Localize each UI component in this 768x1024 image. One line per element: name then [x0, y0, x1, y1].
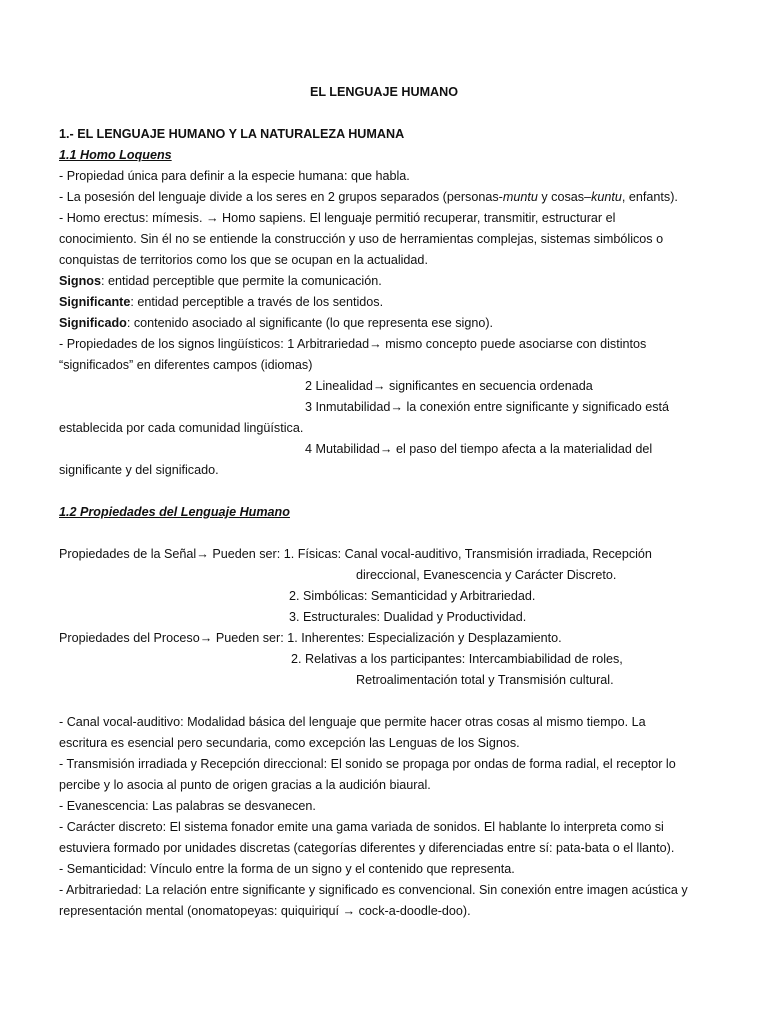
definition-significante [59, 292, 719, 313]
spacer [59, 523, 719, 544]
paragraph-line: representación mental (onomatopeyas: quiquiriquí → cock-a-doodle-doo). [59, 904, 471, 918]
paragraph-line: 2. Relativas a los participantes: Intercambiabilidad de roles, [291, 652, 623, 666]
paragraph-line [59, 187, 719, 208]
text-run: , enfants). [621, 190, 678, 204]
paragraph-line: - Propiedad única para definir a la especie humana: que habla. [59, 169, 410, 183]
paragraph-line: - Arbitrariedad: La relación entre significante y significado es convencional. Sin conexión entre imagen acústica y [59, 883, 688, 897]
paragraph-line: - Transmisión irradiada y Recepción direccional: El sonido se propaga por ondas de forma radial, el receptor lo [59, 757, 676, 771]
spacer [59, 481, 719, 502]
paragraph-line: - Carácter discreto: El sistema fonador emite una gama variada de sonidos. El hablante lo interpreta como si [59, 820, 664, 834]
paragraph-line: escritura es esencial pero secundaria, como excepción las Lenguas de los Signos. [59, 736, 520, 750]
paragraph-line: Propiedades del Proceso→ Pueden ser: 1. Inherentes: Especialización y Desplazamiento. [59, 631, 562, 645]
paragraph-line: Propiedades de la Señal→ Pueden ser: 1. Físicas: Canal vocal-auditivo, Transmisión irradiada, Recepción [59, 547, 652, 561]
term-significante: Significante [59, 295, 131, 309]
term-kuntu: kuntu [591, 190, 622, 204]
paragraph-line: significante y del significado. [59, 463, 219, 477]
definition-text: : contenido asociado al significante (lo que representa ese signo). [126, 316, 494, 330]
paragraph-line: - Canal vocal-auditivo: Modalidad básica del lenguaje que permite hacer otras cosas al mismo tiempo. La [59, 715, 646, 729]
subsection-heading-homo-loquens: 1.1 Homo Loquens [59, 148, 172, 162]
spacer [59, 691, 719, 712]
document-body [59, 124, 719, 922]
paragraph-line: “significados” en diferentes campos (idiomas) [59, 358, 313, 372]
document-title: EL LENGUAJE HUMANO [309, 85, 459, 99]
term-muntu: muntu [502, 190, 538, 204]
definition-significado [59, 313, 719, 334]
paragraph-line: conquistas de territorios como los que se ocupan en la actualidad. [59, 253, 428, 267]
text-run: y cosas– [537, 190, 592, 204]
paragraph-line: 3 Inmutabilidad→ la conexión entre significante y significado está [305, 400, 670, 414]
term-significado: Significado [59, 316, 127, 330]
subsection-heading-propiedades: 1.2 Propiedades del Lenguaje Humano [59, 505, 290, 519]
term-signos: Signos [59, 274, 101, 288]
section-heading: 1.- EL LENGUAJE HUMANO Y LA NATURALEZA HUMANA [59, 127, 405, 141]
paragraph-line: 2. Simbólicas: Semanticidad y Arbitrariedad. [289, 589, 536, 603]
paragraph-line: direccional, Evanescencia y Carácter Discreto. [356, 568, 617, 582]
paragraph-line: - Evanescencia: Las palabras se desvanecen. [59, 799, 316, 813]
paragraph-line: 2 Linealidad→ significantes en secuencia ordenada [305, 379, 593, 393]
definition-text: : entidad perceptible que permite la comunicación. [100, 274, 382, 288]
paragraph-line: - Homo erectus: mímesis. → Homo sapiens. El lenguaje permitió recuperar, transmitir, estructurar el [59, 211, 616, 225]
text-run: - La posesión del lenguaje divide a los seres en 2 grupos separados (personas- [59, 190, 503, 204]
paragraph-line: 4 Mutabilidad→ el paso del tiempo afecta a la materialidad del [305, 442, 653, 456]
definition-text: : entidad perceptible a través de los sentidos. [130, 295, 384, 309]
paragraph-line: - Propiedades de los signos lingüísticos: 1 Arbitrariedad→ mismo concepto puede asociarse con distintos [59, 337, 647, 351]
paragraph-line: percibe y lo asocia al punto de origen gracias a la audición biaural. [59, 778, 431, 792]
paragraph-line: - Semanticidad: Vínculo entre la forma de un signo y el contenido que representa. [59, 862, 515, 876]
paragraph-line: Retroalimentación total y Transmisión cultural. [356, 673, 614, 687]
definition-signos [59, 271, 719, 292]
paragraph-line: establecida por cada comunidad lingüística. [59, 421, 304, 435]
paragraph-line: estuviera formado por unidades discretas (categorías diferentes y diferenciadas entre sí: pata-bata o el llanto). [59, 841, 675, 855]
paragraph-line: conocimiento. Sin él no se entiende la construcción y uso de herramientas complejas, sistemas simbólicos o [59, 232, 664, 246]
paragraph-line: 3. Estructurales: Dualidad y Productividad. [289, 610, 527, 624]
